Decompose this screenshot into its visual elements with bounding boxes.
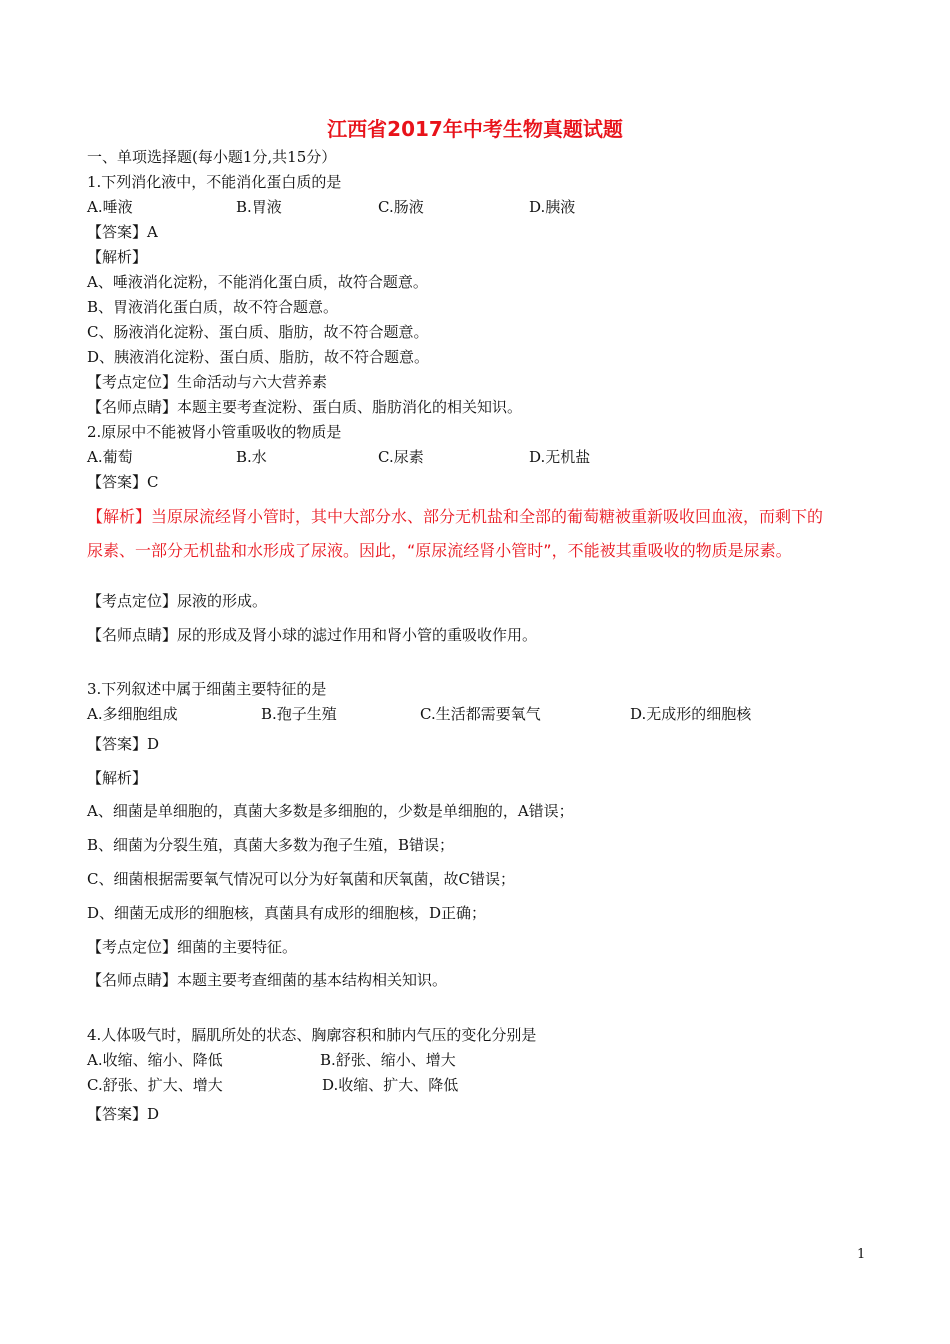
question-2-analysis-line: 尿素、一部分无机盐和水形成了尿液。因此，“原尿流经肾小管时”，不能被其重吸收的物质是尿素。: [87, 541, 792, 560]
question-3-option-c: C.生活都需要氧气: [420, 705, 541, 723]
question-1-analysis-line: A、唾液消化淀粉，不能消化蛋白质，故符合题意。: [87, 273, 428, 291]
question-3-analysis-line: A、细菌是单细胞的，真菌大多数是多细胞的，少数是单细胞的，A错误；: [87, 802, 574, 820]
question-1-analysis-label: 【解析】: [87, 248, 148, 266]
question-4-option-b: B.舒张、缩小、增大: [320, 1051, 456, 1069]
question-2-stem: 2.原尿中不能被肾小管重吸收的物质是: [87, 423, 342, 441]
question-3-analysis-line: C、细菌根据需要氧气情况可以分为好氧菌和厌氧菌，故C错误；: [87, 870, 515, 888]
question-2-analysis-line: 【解析】当原尿流经肾小管时，其中大部分水、部分无机盐和全部的葡萄糖被重新吸收回血液，而剩下的: [87, 507, 824, 526]
question-2-answer: 【答案】C: [87, 473, 159, 491]
question-1-option-c: C.肠液: [378, 198, 424, 216]
question-1-point: 【考点定位】生命活动与六大营养素: [87, 373, 328, 391]
question-1-option-b: B.胃液: [236, 198, 282, 216]
question-3-option-a: A.多细胞组成: [87, 705, 178, 723]
page-title: 江西省2017年中考生物真题试题: [327, 117, 623, 141]
question-2-option-d: D.无机盐: [529, 448, 591, 466]
section-heading: 一、单项选择题(每小题1分,共15分）: [87, 148, 337, 166]
question-1-analysis-line: B、胃液消化蛋白质，故不符合题意。: [87, 298, 339, 316]
page-number: 1: [857, 1247, 866, 1262]
question-3-stem: 3.下列叙述中属于细菌主要特征的是: [87, 680, 327, 698]
question-4-option-c: C.舒张、扩大、增大: [87, 1076, 223, 1094]
question-3-analysis-label: 【解析】: [87, 769, 148, 787]
question-1-option-d: D.胰液: [529, 198, 576, 216]
question-3-answer: 【答案】D: [87, 735, 160, 753]
question-2-tip: 【名师点睛】尿的形成及肾小球的滤过作用和肾小管的重吸收作用。: [87, 626, 538, 644]
question-1-stem: 1.下列消化液中，不能消化蛋白质的是: [87, 173, 342, 191]
question-4-option-d: D.收缩、扩大、降低: [322, 1076, 459, 1094]
question-1-analysis-line: D、胰液消化淀粉、蛋白质、脂肪，故不符合题意。: [87, 348, 430, 366]
question-1-option-a: A.唾液: [87, 198, 133, 216]
question-2-option-c: C.尿素: [378, 448, 424, 466]
question-4-option-a: A.收缩、缩小、降低: [87, 1051, 223, 1069]
question-1-tip: 【名师点睛】本题主要考查淀粉、蛋白质、脂肪消化的相关知识。: [87, 398, 523, 416]
question-3-tip: 【名师点睛】本题主要考查细菌的基本结构相关知识。: [87, 971, 448, 989]
question-2-option-b: B.水: [236, 448, 267, 466]
question-3-option-b: B.孢子生殖: [261, 705, 337, 723]
question-4-answer: 【答案】D: [87, 1105, 160, 1123]
question-2-point: 【考点定位】尿液的形成。: [87, 592, 268, 610]
question-4-stem: 4.人体吸气时，膈肌所处的状态、胸廓容积和肺内气压的变化分别是: [87, 1026, 537, 1044]
question-3-point: 【考点定位】细菌的主要特征。: [87, 938, 298, 956]
question-1-analysis-line: C、肠液消化淀粉、蛋白质、脂肪，故不符合题意。: [87, 323, 429, 341]
question-2-option-a: A.葡萄: [87, 448, 133, 466]
question-3-option-d: D.无成形的细胞核: [630, 705, 752, 723]
question-3-analysis-line: D、细菌无成形的细胞核，真菌具有成形的细胞核，D正确；: [87, 904, 487, 922]
question-1-answer: 【答案】A: [87, 223, 158, 241]
question-3-analysis-line: B、细菌为分裂生殖，真菌大多数为孢子生殖，B错误；: [87, 836, 455, 854]
